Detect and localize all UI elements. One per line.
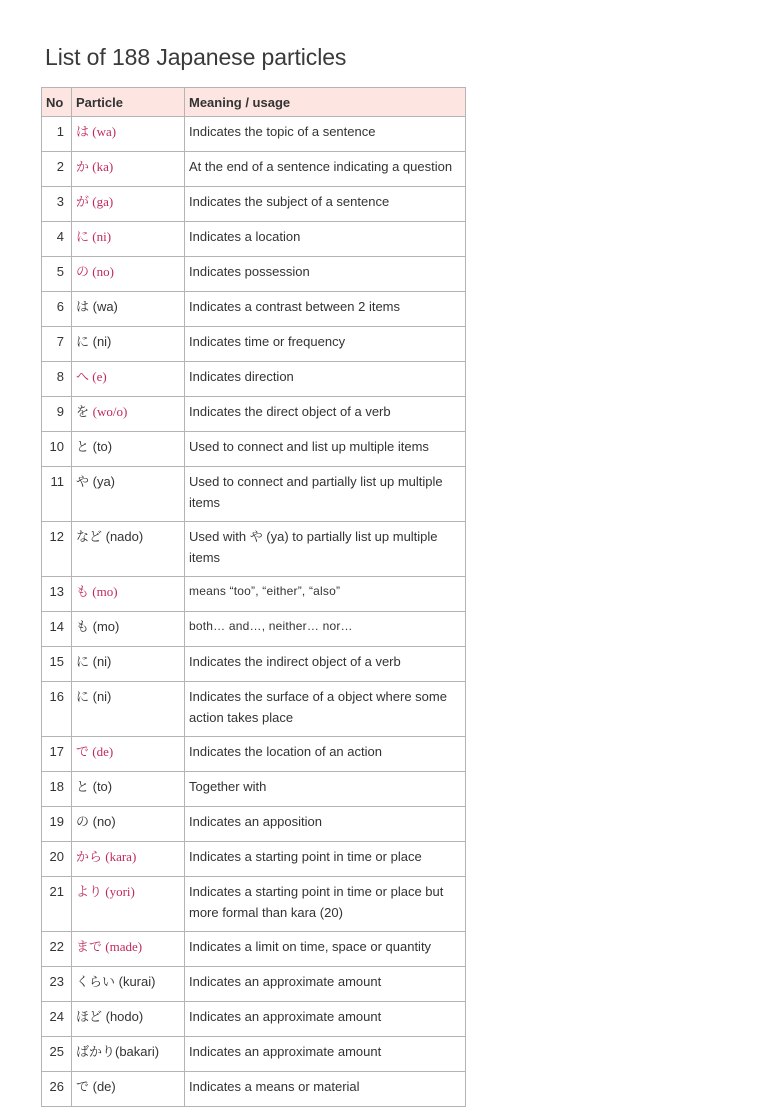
table-row [42, 932, 466, 967]
table-row [42, 577, 466, 612]
meaning-cell: Indicates direction [185, 362, 466, 397]
particle-cell: も (mo) [72, 577, 185, 612]
meaning-cell: Indicates the location of an action [185, 737, 466, 772]
particle-cell: くらい (kurai) [72, 967, 185, 1002]
table-row [42, 1037, 466, 1072]
meaning-cell: Indicates the direct object of a verb [185, 397, 466, 432]
row-number: 3 [42, 187, 72, 222]
meaning-cell: both… and…, neither… nor… [185, 612, 466, 647]
particles-table [41, 87, 466, 1107]
table-row [42, 362, 466, 397]
table-row [42, 842, 466, 877]
row-number: 26 [42, 1072, 72, 1107]
particle-cell: で (de) [72, 737, 185, 772]
column-header-no: No [42, 88, 72, 117]
table-row [42, 257, 466, 292]
column-header-particle: Particle [72, 88, 185, 117]
meaning-cell: Used to connect and partially list up multiple items [185, 467, 466, 522]
table-row [42, 737, 466, 772]
meaning-cell: Indicates possession [185, 257, 466, 292]
table-row [42, 152, 466, 187]
row-number: 12 [42, 522, 72, 577]
particle-cell [72, 397, 185, 432]
table-row [42, 467, 466, 522]
meaning-cell: Indicates the subject of a sentence [185, 187, 466, 222]
table-row [42, 612, 466, 647]
particle-cell: に (ni) [72, 647, 185, 682]
meaning-cell: Indicates a limit on time, space or quantity [185, 932, 466, 967]
table-row [42, 397, 466, 432]
row-number: 23 [42, 967, 72, 1002]
table-row [42, 772, 466, 807]
table-row [42, 807, 466, 842]
particle-cell: に (ni) [72, 682, 185, 737]
column-header-meaning: Meaning / usage [185, 88, 466, 117]
particle-cell: の (no) [72, 807, 185, 842]
row-number: 6 [42, 292, 72, 327]
meaning-cell: Used with や (ya) to partially list up multiple items [185, 522, 466, 577]
row-number: 18 [42, 772, 72, 807]
meaning-cell: means “too”, “either”, “also” [185, 577, 466, 612]
row-number: 16 [42, 682, 72, 737]
meaning-cell: Indicates a location [185, 222, 466, 257]
table-row [42, 292, 466, 327]
row-number: 22 [42, 932, 72, 967]
row-number: 8 [42, 362, 72, 397]
meaning-cell: Indicates an approximate amount [185, 1002, 466, 1037]
page-title: List of 188 Japanese particles [45, 44, 347, 70]
meaning-cell: Indicates a starting point in time or place [185, 842, 466, 877]
meaning-cell: Indicates an apposition [185, 807, 466, 842]
row-number: 4 [42, 222, 72, 257]
table-row [42, 1072, 466, 1107]
table-header-row [42, 88, 466, 117]
row-number: 13 [42, 577, 72, 612]
particle-cell: や (ya) [72, 467, 185, 522]
table-row [42, 647, 466, 682]
meaning-cell: Indicates a contrast between 2 items [185, 292, 466, 327]
row-number: 5 [42, 257, 72, 292]
table-row [42, 877, 466, 932]
particle-cell: で (de) [72, 1072, 185, 1107]
table-row [42, 1002, 466, 1037]
meaning-cell: Indicates the indirect object of a verb [185, 647, 466, 682]
particle-cell: へ (e) [72, 362, 185, 397]
particle-kana: を [76, 404, 93, 419]
meaning-cell: Together with [185, 772, 466, 807]
row-number: 17 [42, 737, 72, 772]
meaning-cell: Indicates time or frequency [185, 327, 466, 362]
row-number: 20 [42, 842, 72, 877]
particle-cell: ばかり(bakari) [72, 1037, 185, 1072]
particle-cell: は (wa) [72, 292, 185, 327]
particle-cell: から (kara) [72, 842, 185, 877]
meaning-cell: Used to connect and list up multiple items [185, 432, 466, 467]
row-number: 1 [42, 117, 72, 152]
row-number: 24 [42, 1002, 72, 1037]
table-row [42, 967, 466, 1002]
row-number: 19 [42, 807, 72, 842]
particle-cell: か (ka) [72, 152, 185, 187]
particle-romaji: (wo/o) [92, 404, 128, 419]
particle-cell: に (ni) [72, 327, 185, 362]
row-number: 21 [42, 877, 72, 932]
particle-cell: より (yori) [72, 877, 185, 932]
meaning-cell: Indicates a starting point in time or place but more formal than kara (20) [185, 877, 466, 932]
particle-cell: まで (made) [72, 932, 185, 967]
particle-cell: が (ga) [72, 187, 185, 222]
table-row [42, 117, 466, 152]
particle-cell: と (to) [72, 432, 185, 467]
table-body [42, 117, 466, 1107]
row-number: 7 [42, 327, 72, 362]
meaning-cell: Indicates an approximate amount [185, 967, 466, 1002]
particle-cell: も (mo) [72, 612, 185, 647]
particle-cell: と (to) [72, 772, 185, 807]
table-row [42, 682, 466, 737]
table-row [42, 327, 466, 362]
meaning-cell: Indicates an approximate amount [185, 1037, 466, 1072]
particle-cell: の (no) [72, 257, 185, 292]
meaning-cell: At the end of a sentence indicating a question [185, 152, 466, 187]
row-number: 25 [42, 1037, 72, 1072]
row-number: 2 [42, 152, 72, 187]
table-row [42, 432, 466, 467]
particle-cell: など (nado) [72, 522, 185, 577]
meaning-cell: Indicates the topic of a sentence [185, 117, 466, 152]
meaning-cell: Indicates a means or material [185, 1072, 466, 1107]
row-number: 10 [42, 432, 72, 467]
row-number: 11 [42, 467, 72, 522]
row-number: 9 [42, 397, 72, 432]
particle-cell: ほど (hodo) [72, 1002, 185, 1037]
table-row [42, 522, 466, 577]
table-row [42, 187, 466, 222]
particle-cell: に (ni) [72, 222, 185, 257]
row-number: 14 [42, 612, 72, 647]
particle-cell: は (wa) [72, 117, 185, 152]
row-number: 15 [42, 647, 72, 682]
table-row [42, 222, 466, 257]
meaning-cell: Indicates the surface of a object where some action takes place [185, 682, 466, 737]
